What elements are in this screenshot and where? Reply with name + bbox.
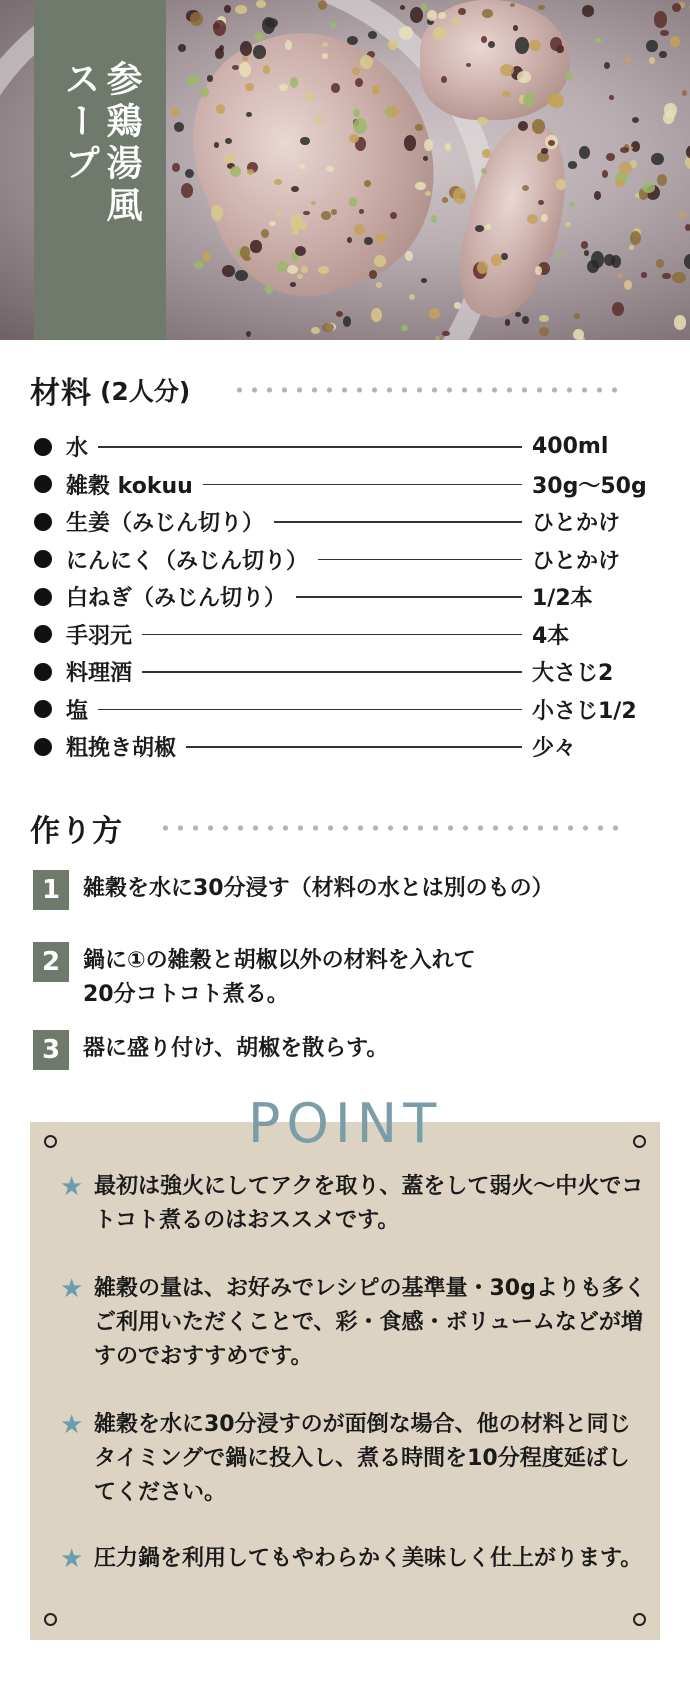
leader-line	[318, 559, 522, 561]
grain-dot	[224, 5, 231, 13]
grain-dot	[581, 241, 588, 249]
grain-dot	[529, 40, 541, 52]
grain-dot	[349, 197, 357, 207]
grain-dot	[352, 67, 360, 75]
star-icon: ★	[60, 1172, 84, 1202]
grain-dot	[299, 164, 305, 168]
grain-dot	[405, 251, 413, 261]
leader-line	[98, 446, 522, 448]
tip-text: 最初は強火にしてアクを取り、蓋をして弱火～中火でコトコト煮るのはおススメです。	[94, 1174, 644, 1233]
ingredient-amount: 400ml	[532, 434, 609, 460]
grain-dot	[568, 161, 578, 168]
grain-dot	[624, 280, 632, 290]
ingredient-name: 塩	[66, 698, 89, 724]
tip-text: 圧力鍋を利用してもやわらかく美味しく仕上がります。	[94, 1546, 643, 1571]
grain-dot	[513, 25, 518, 30]
grain-dot	[477, 261, 488, 275]
step-text: 器に盛り付け、胡椒を散らす。	[83, 1036, 389, 1061]
grain-dot	[214, 142, 219, 147]
grain-dot	[174, 122, 184, 132]
grain-dot	[609, 95, 614, 100]
hero-image	[0, 0, 690, 340]
star-icon: ★	[60, 1410, 84, 1440]
grain-dot	[539, 327, 549, 336]
grain-dot	[556, 253, 563, 258]
grain-dot	[311, 327, 320, 334]
grain-dot	[369, 270, 376, 279]
grain-dot	[331, 83, 341, 93]
grain-dot	[295, 246, 306, 256]
grain-dot	[491, 254, 502, 265]
grain-dot	[591, 251, 604, 268]
leader-line	[142, 671, 522, 673]
ingredient-row	[30, 503, 670, 541]
star-icon: ★	[60, 1274, 84, 1304]
ingredient-amount: 30g～50g	[532, 473, 647, 499]
grain-dot	[421, 278, 428, 283]
grain-dot	[656, 259, 665, 268]
grain-dot	[353, 118, 367, 134]
grain-dot	[481, 36, 487, 43]
grain-dot	[515, 37, 529, 54]
grain-dot	[651, 153, 664, 165]
grain-dot	[235, 270, 248, 281]
grain-dot	[672, 3, 681, 12]
heading-dots	[232, 387, 627, 393]
grain-dot	[431, 215, 437, 223]
dish-title-line2: スープ	[59, 60, 100, 186]
grain-dot	[243, 256, 251, 262]
grain-dot	[604, 62, 611, 70]
grain-dot	[322, 323, 334, 332]
ingredient-name: 粗挽き胡椒	[66, 736, 177, 762]
grain-dot	[538, 5, 545, 11]
ingredient-name: 生姜（みじん切り）	[66, 511, 265, 537]
grain-dot	[247, 169, 254, 175]
grain-dot	[388, 106, 399, 117]
step-number: 2	[33, 942, 69, 982]
bullet-icon	[34, 513, 52, 531]
grain-dot	[630, 231, 642, 245]
ingredient-name: 手羽元	[66, 623, 133, 649]
grain-dot	[300, 137, 310, 146]
grain-dot	[347, 36, 358, 45]
grain-dot	[659, 51, 667, 57]
bullet-icon	[34, 438, 52, 456]
grain-dot	[318, 0, 327, 10]
grain-dot	[477, 117, 488, 125]
grain-dot	[619, 162, 631, 175]
star-icon: ★	[60, 1544, 84, 1574]
grain-dot	[550, 37, 562, 51]
grain-dot	[527, 214, 538, 224]
grain-dot	[318, 266, 329, 274]
grain-dot	[602, 170, 608, 178]
point-title: POINT	[247, 1092, 443, 1155]
grain-dot	[574, 313, 580, 320]
grain-dot	[225, 138, 232, 145]
grain-dot	[606, 153, 615, 161]
grain-dot	[253, 45, 265, 59]
step-item	[33, 870, 623, 910]
grain-dot	[532, 119, 545, 134]
grain-dot	[372, 85, 380, 95]
grain-dot	[445, 143, 451, 151]
grain-dot	[573, 329, 584, 339]
grain-dot	[594, 191, 602, 200]
grain-dot	[303, 211, 309, 215]
heading-dots	[158, 825, 628, 831]
ingredient-name: 水	[66, 436, 89, 462]
grain-dot	[617, 274, 623, 278]
grain-dot	[685, 224, 690, 231]
grain-dot	[672, 272, 685, 283]
bullet-icon	[34, 588, 52, 606]
grain-dot	[674, 315, 687, 330]
ingredient-row	[30, 653, 670, 691]
bullet-icon	[34, 700, 52, 718]
grain-dot	[663, 112, 674, 124]
grain-dot	[565, 71, 573, 80]
grain-dot	[368, 31, 378, 39]
grain-dot	[657, 174, 667, 186]
grain-dot	[181, 183, 193, 198]
grain-dot	[216, 104, 225, 114]
ingredient-amount: ひとかけ	[532, 548, 621, 574]
bullet-icon	[34, 738, 52, 756]
grain-dot	[425, 191, 431, 196]
grain-dot	[202, 252, 211, 261]
grain-dot	[632, 117, 639, 123]
grain-dot	[505, 319, 511, 325]
tip-item	[60, 1408, 650, 1510]
grain-dot	[322, 53, 328, 58]
step-text: 雑穀を水に30分浸す（材料の水とは別のもの）	[83, 876, 554, 901]
method-title: 作り方	[30, 814, 123, 849]
punch-hole	[633, 1613, 646, 1626]
ingredient-amount: 1/2本	[532, 586, 593, 612]
grain-dot	[649, 57, 656, 64]
grain-dot	[274, 179, 282, 185]
punch-hole	[44, 1613, 57, 1626]
leader-line	[142, 634, 522, 636]
grain-dot	[517, 71, 531, 84]
ingredient-name: 白ねぎ（みじん切り）	[66, 586, 287, 612]
grain-dot	[625, 57, 630, 63]
grain-dot	[178, 44, 186, 52]
ingredients-heading	[30, 368, 190, 412]
grain-dot	[539, 315, 548, 322]
grain-dot	[355, 78, 363, 87]
ingredient-row	[30, 428, 670, 466]
grain-dot	[502, 91, 510, 97]
dish-title-line1: 参鶏湯風	[101, 60, 142, 228]
bullet-icon	[34, 625, 52, 643]
title-box	[34, 0, 166, 340]
leader-line	[274, 521, 522, 523]
grain-dot	[330, 22, 336, 27]
grain-dot	[612, 302, 624, 316]
grain-dot	[290, 282, 297, 287]
grain-dot	[194, 261, 203, 269]
ingredient-name: 料理酒	[66, 661, 133, 687]
grain-dot	[582, 5, 594, 16]
grain-dot	[454, 302, 461, 309]
grain-dot	[518, 121, 528, 131]
grain-dot	[354, 224, 364, 236]
grain-dot	[401, 325, 408, 331]
ingredient-name: 雑穀 kokuu	[66, 473, 193, 499]
ingredient-name: にんにく（みじん切り）	[66, 548, 309, 574]
grain-dot	[475, 225, 484, 232]
grain-dot	[629, 245, 634, 250]
ingredient-amount: 大さじ2	[532, 661, 614, 687]
grain-dot	[584, 250, 589, 256]
grain-dot	[595, 38, 603, 44]
grain-dot	[442, 331, 450, 337]
grain-dot	[265, 18, 278, 28]
step-text: 鍋に①の雑穀と胡椒以外の材料を入れて 20分コトコト煮る。	[83, 948, 476, 1007]
grain-dot	[579, 146, 590, 159]
grain-dot	[239, 62, 251, 77]
grain-dot	[277, 261, 288, 272]
grain-dot	[186, 76, 199, 85]
grain-dot	[654, 11, 666, 27]
grain-dot	[371, 308, 382, 322]
grain-dot	[482, 149, 490, 158]
grain-dot	[200, 87, 209, 97]
step-number: 1	[33, 870, 69, 910]
grain-dot	[364, 237, 373, 245]
ingredient-row	[30, 466, 670, 504]
grain-dot	[660, 30, 668, 36]
grain-dot	[488, 41, 495, 48]
grain-dot	[311, 201, 316, 205]
ingredient-amount: ひとかけ	[532, 511, 621, 537]
step-item	[33, 942, 623, 1012]
grain-dot	[670, 36, 679, 48]
grain-dot	[245, 83, 255, 91]
grain-dot	[421, 3, 428, 11]
grain-dot	[250, 240, 261, 252]
step-item	[33, 1030, 623, 1070]
grain-dot	[569, 202, 575, 207]
bullet-icon	[34, 475, 52, 493]
grain-dot	[641, 272, 647, 277]
grain-dot	[482, 9, 492, 17]
tip-item	[60, 1170, 650, 1238]
servings-label: (2人分)	[100, 377, 191, 406]
grain-dot	[541, 148, 548, 153]
grain-dot	[240, 41, 253, 56]
grain-dot	[285, 40, 292, 50]
grain-dot	[556, 179, 566, 189]
grain-dot	[321, 211, 331, 221]
grain-dot	[522, 316, 529, 324]
ingredient-amount: 少々	[532, 736, 577, 762]
grain-dot	[522, 185, 529, 191]
grain-dot	[265, 285, 273, 294]
tip-text: 雑穀の量は、お好みでレシピの基準量・30gよりも多くご利用いただくことで、彩・食感・ボリュームなどが増すのでおすすめです。	[94, 1276, 646, 1369]
grain-dot	[279, 84, 288, 92]
ingredient-row	[30, 541, 670, 579]
grain-dot	[442, 197, 448, 203]
ingredient-row	[30, 691, 670, 729]
leader-line	[186, 746, 522, 748]
grain-dot	[620, 147, 628, 153]
leader-line	[296, 596, 522, 598]
grain-dot	[353, 109, 359, 117]
grain-dot	[662, 273, 671, 280]
tip-item	[60, 1542, 650, 1576]
step-number: 3	[33, 1030, 69, 1070]
grain-dot	[269, 221, 276, 227]
grain-dot	[679, 212, 686, 218]
grain-dot	[538, 200, 544, 205]
grain-dot	[547, 93, 561, 107]
grain-dot	[453, 188, 466, 203]
grain-dot	[435, 336, 440, 340]
grain-dot	[399, 26, 413, 40]
ingredients-title: 材料	[30, 376, 92, 411]
grain-dot	[331, 209, 337, 215]
grain-dot	[300, 221, 307, 230]
grain-dot	[171, 107, 179, 116]
grain-dot	[400, 5, 405, 10]
grain-dot	[615, 179, 625, 187]
tip-text: 雑穀を水に30分浸すのが面倒な場合、他の材料と同じタイミングで鍋に投入し、煮る時間を10分程度延ばしてください。	[94, 1412, 631, 1505]
grain-dot	[290, 77, 299, 88]
ingredient-list	[30, 428, 670, 766]
grain-dot	[684, 254, 690, 269]
leader-line	[203, 484, 522, 486]
grain-dot	[646, 40, 657, 53]
bullet-icon	[34, 663, 52, 681]
grain-dot	[343, 316, 351, 327]
grain-dot	[438, 12, 447, 19]
grain-dot	[349, 134, 359, 143]
ingredient-row	[30, 616, 670, 654]
grain-dot	[390, 212, 397, 219]
grain-dot	[682, 90, 688, 96]
leader-line	[98, 709, 522, 711]
grain-dot	[565, 222, 571, 227]
grain-dot	[360, 55, 374, 69]
grain-dot	[515, 312, 521, 317]
grain-dot	[535, 266, 542, 275]
grain-dot	[235, 5, 247, 14]
ingredient-amount: 小さじ1/2	[532, 698, 637, 724]
bullet-icon	[34, 550, 52, 568]
ingredient-row	[30, 578, 670, 616]
grain-dot	[500, 64, 514, 75]
grain-dot	[374, 255, 386, 267]
ingredient-row	[30, 728, 670, 766]
method-heading	[30, 806, 123, 850]
grain-dot	[261, 229, 269, 238]
grain-dot	[172, 163, 180, 172]
ingredient-amount: 4本	[532, 623, 570, 649]
tip-item	[60, 1272, 650, 1374]
grain-dot	[326, 166, 334, 172]
grain-dot	[501, 253, 508, 260]
